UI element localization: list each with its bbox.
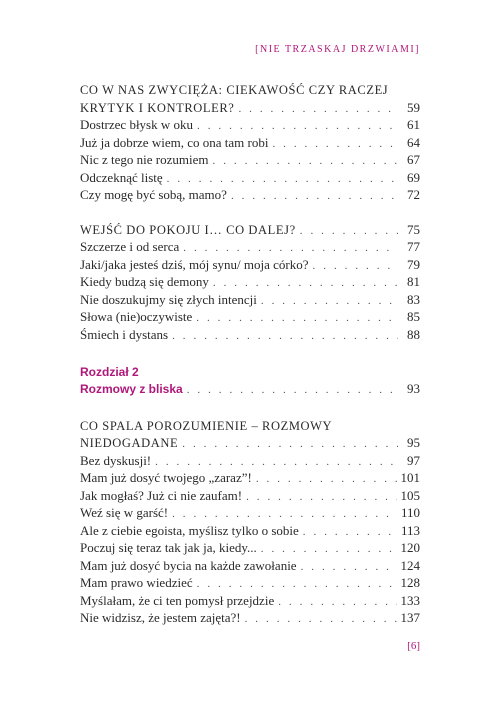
toc-entry[interactable]: [80, 505, 420, 523]
spacer: [80, 344, 420, 363]
entry-list: [80, 453, 420, 628]
page-number: 105: [400, 487, 420, 503]
dot-leader: [187, 384, 398, 396]
toc-entry[interactable]: [80, 222, 420, 240]
entry-title: Dostrzec błysk w oku: [80, 117, 194, 132]
section-title-line: CO W NAS ZWYCIĘŻA: CIEKAWOŚĆ CZY RACZEJ: [80, 83, 389, 97]
entry-title: Czy mogę być sobą, mamo?: [80, 187, 227, 202]
toc-entry[interactable]: [80, 327, 420, 345]
entry-list: [80, 117, 420, 205]
entry-title: Kiedy budzą się demony: [80, 274, 209, 289]
section-heading: [80, 82, 420, 100]
page-number: 137: [400, 610, 420, 625]
section-title: WEJŚĆ DO POKOJU I… CO DALEJ?: [80, 222, 296, 237]
entry-list: [80, 239, 420, 344]
section-title-line: CO SPALA POROZUMIENIE – ROZMOWY: [80, 418, 333, 433]
page-number: 75: [407, 221, 420, 237]
toc-entry[interactable]: [80, 170, 420, 188]
dot-leader: [261, 543, 397, 555]
entry-title: Myślałam, że ci ten pomysł przejdzie: [80, 592, 275, 608]
section-title-line: KRYTYK I KONTROLER?: [80, 100, 235, 115]
page-number: 72: [407, 187, 420, 202]
page-number: 88: [407, 326, 420, 342]
toc-entry[interactable]: [80, 257, 420, 275]
entry-title: Weź się w garść!: [80, 505, 169, 520]
page-number: 59: [407, 99, 420, 115]
dot-leader: [213, 277, 398, 289]
toc-entry[interactable]: [80, 453, 420, 471]
spacer: [80, 399, 420, 418]
entry-title: Mam prawo wiedzieć: [80, 575, 193, 590]
entry-title: Bez dyskusji!: [80, 452, 152, 468]
toc-entry[interactable]: [80, 435, 420, 453]
dot-leader: [196, 312, 398, 324]
dot-leader: [231, 190, 398, 202]
toc-entry[interactable]: [80, 292, 420, 310]
entry-title: Nie doszukujmy się złych intencji: [80, 291, 257, 307]
page-number: 120: [400, 540, 420, 555]
page-number: 124: [400, 557, 420, 573]
toc-entry[interactable]: [80, 152, 420, 170]
dot-leader: [245, 613, 397, 625]
folio-page-number: [6]: [407, 640, 420, 652]
toc-entry[interactable]: [80, 523, 420, 541]
page-number: 133: [400, 592, 420, 608]
entry-title: Mam już dosyć twojego „zaraz”!: [80, 470, 252, 485]
page-number: 97: [407, 452, 420, 468]
dot-leader: [272, 138, 398, 150]
entry-title: Już ja dobrze wiem, co ona tam robi: [80, 134, 269, 150]
toc-entry[interactable]: [80, 610, 420, 628]
spacer: [80, 205, 420, 222]
chapter-entry[interactable]: [80, 381, 420, 399]
dot-leader: [256, 473, 397, 485]
page-number: 67: [407, 152, 420, 167]
toc-entry[interactable]: [80, 100, 420, 118]
chapter-label: Rozdział 2: [80, 365, 139, 379]
entry-title: Ale z ciebie egoista, myślisz tylko o sobie: [80, 522, 299, 538]
page-number: 93: [407, 381, 420, 396]
entry-title: Poczuj się teraz tak jak ja, kiedy...: [80, 540, 257, 555]
dot-leader: [261, 295, 398, 307]
dot-leader: [183, 242, 398, 254]
entry-title: Śmiech i dystans: [80, 326, 169, 342]
page-number: 128: [400, 575, 420, 590]
entry-title: Szczerze i od serca: [80, 239, 180, 254]
entry-title: Słowa (nie)oczywiste: [80, 309, 193, 324]
dot-leader: [167, 173, 398, 185]
page-number: 113: [400, 522, 420, 538]
toc-entry[interactable]: [80, 488, 420, 506]
page-number: 61: [407, 117, 420, 132]
page-number: 101: [400, 470, 420, 485]
entry-title: Odczeknąć listę: [80, 169, 163, 185]
toc-entry[interactable]: [80, 309, 420, 327]
page-number: 81: [407, 274, 420, 289]
toc-entry[interactable]: [80, 540, 420, 558]
entry-title: Mam już dosyć bycia na każde zawołanie: [80, 557, 297, 573]
toc-entry[interactable]: [80, 593, 420, 611]
page-number: 77: [407, 239, 420, 254]
dot-leader: [300, 225, 398, 237]
dot-leader: [278, 596, 396, 608]
toc-entry[interactable]: [80, 239, 420, 257]
section-title-line: NIEDOGADANE: [80, 436, 179, 450]
page-number: 64: [407, 134, 420, 150]
page-number: 110: [400, 505, 420, 520]
dot-leader: [313, 260, 398, 272]
dot-leader: [172, 508, 397, 520]
entry-title: Nie widzisz, że jestem zajęta?!: [80, 610, 241, 625]
page-number: 95: [407, 435, 420, 450]
page-number: 69: [407, 169, 420, 185]
section-heading: [80, 418, 420, 436]
chapter-title: Rozmowy z bliska: [80, 382, 183, 396]
dot-leader: [238, 103, 398, 115]
toc-entry[interactable]: [80, 575, 420, 593]
page-number: 83: [407, 291, 420, 307]
toc-entry[interactable]: [80, 558, 420, 576]
dot-leader: [213, 155, 398, 167]
dot-leader: [303, 526, 397, 538]
running-header: [NIE TRZASKAJ DRZWIAMI]: [255, 44, 420, 55]
dot-leader: [246, 491, 396, 503]
page-number: 79: [407, 256, 420, 272]
toc-entry[interactable]: [80, 117, 420, 135]
toc-entry[interactable]: [80, 470, 420, 488]
entry-title: Jaki/jaka jesteś dziś, mój synu/ moja córko?: [80, 256, 309, 272]
entry-title: Nic z tego nie rozumiem: [80, 152, 209, 167]
dot-leader: [301, 561, 397, 573]
dot-leader: [182, 438, 398, 450]
toc-entry[interactable]: [80, 274, 420, 292]
page-number: 85: [407, 309, 420, 324]
dot-leader: [172, 330, 398, 342]
dot-leader: [155, 456, 398, 468]
dot-leader: [197, 120, 398, 132]
dot-leader: [197, 578, 397, 590]
toc-entry[interactable]: [80, 187, 420, 205]
toc-entry[interactable]: [80, 135, 420, 153]
table-of-contents: [80, 82, 420, 628]
entry-title: Jak mogłaś? Już ci nie zaufam!: [80, 487, 243, 503]
